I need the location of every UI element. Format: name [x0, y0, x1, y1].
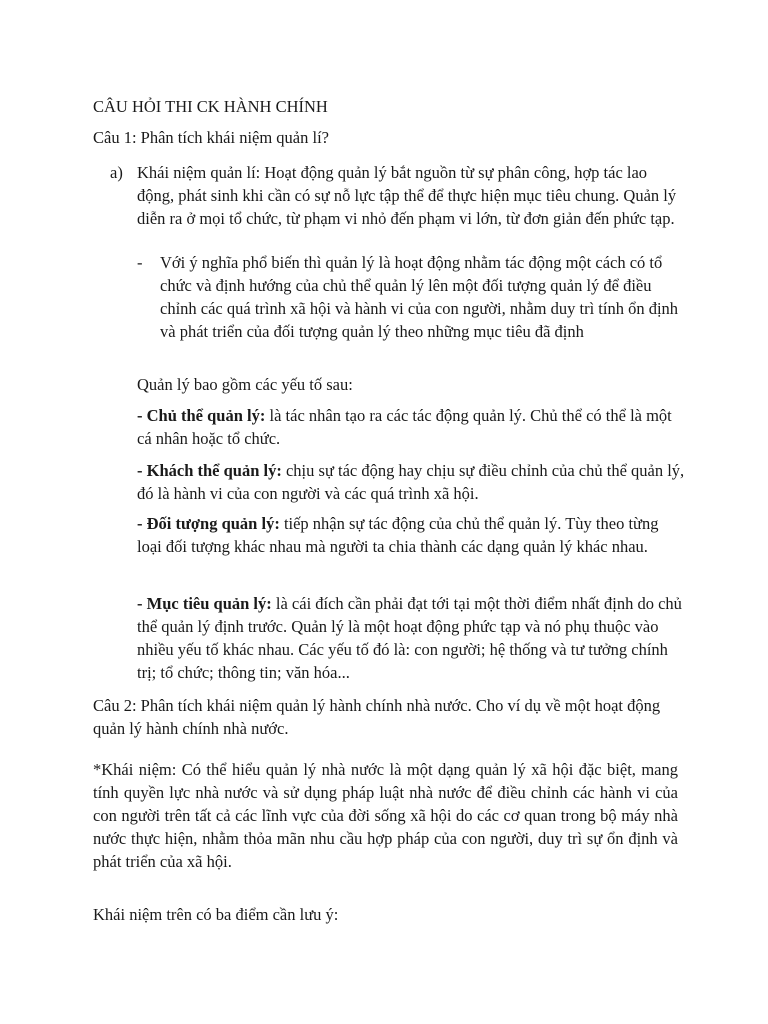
element-label: - Chủ thể quản lý:: [137, 406, 266, 425]
list-marker: a): [110, 163, 123, 182]
element-paragraph: [137, 512, 685, 558]
elements-intro: Quản lý bao gồm các yếu tố sau:: [137, 375, 353, 394]
element-text: tiếp nhận sự tác động của chủ thể quản lý. Tùy theo từng loại đối tượng khác nhau mà người ta chia thành các dạng quản lý khác nhau.: [137, 514, 659, 556]
element-paragraph: [137, 592, 685, 684]
element-paragraph: [137, 404, 685, 450]
element-label: - Đối tượng quản lý:: [137, 514, 280, 533]
dash-item-text: Với ý nghĩa phổ biến thì quản lý là hoạt động nhằm tác động một cách có tổ chức và định hướng của chủ thể quản lý lên một đối tượng quản lý để điều chỉnh các quá trình xã hội và hành vi của con người, nhằm duy trì tính ổn định và phát triển của đối tượng quản lý theo những mục tiêu đã định: [160, 253, 679, 341]
element-label: - Khách thể quản lý:: [137, 461, 282, 480]
element-paragraph: [137, 459, 685, 505]
question-2: Câu 2: Phân tích khái niệm quản lý hành chính nhà nước. Cho ví dụ về một hoạt động quản lý hành chính nhà nước.: [93, 696, 661, 738]
list-item-text: Khái niệm quản lí: Hoạt động quản lý bắt nguồn từ sự phân công, hợp tác lao động, phát sinh khi cần có sự nỗ lực tập thể để thực hiện mục tiêu chung. Quản lý diễn ra ở mọi tổ chức, từ phạm vi nhỏ đến phạm vi lớn, từ đơn giản đến phức tạp.: [137, 163, 677, 228]
element-text: là cái đích cần phải đạt tới tại một thời điểm nhất định do chủ thể quản lý định trước. Quản lý là một hoạt động phức tạp và nó phụ thuộc vào nhiều yếu tố khác nhau. Các yếu tố đó là: con người; hệ thống và tư tưởng chính trị; tổ chức; thông tin; văn hóa...: [137, 594, 682, 682]
element-label: - Mục tiêu quản lý:: [137, 594, 272, 613]
dash-marker: -: [137, 253, 143, 272]
concept-paragraph: *Khái niệm: Có thể hiểu quản lý nhà nước là một dạng quản lý xã hội đặc biệt, mang tính quyền lực nhà nước và sử dụng pháp luật nhà nước để điều chỉnh các hành vi của con người trên tất cả các lĩnh vực của đời sống xã hội do các cơ quan trong bộ máy nhà nước thực hiện, nhằm thỏa mãn nhu cầu hợp pháp của con người, duy trì sự ổn định và phát triển của xã hội.: [93, 760, 678, 871]
element-text: là tác nhân tạo ra các tác động quản lý. Chủ thể có thể là một cá nhân hoặc tổ chức.: [137, 406, 672, 448]
element-text: chịu sự tác động hay chịu sự điều chỉnh của chủ thể quản lý, đó là hành vi của con người và các quá trình xã hội.: [137, 461, 685, 503]
note-paragraph: Khái niệm trên có ba điểm cần lưu ý:: [93, 905, 339, 924]
document-title: CÂU HỎI THI CK HÀNH CHÍNH: [93, 97, 328, 116]
question-1: Câu 1: Phân tích khái niệm quản lí?: [93, 128, 329, 147]
